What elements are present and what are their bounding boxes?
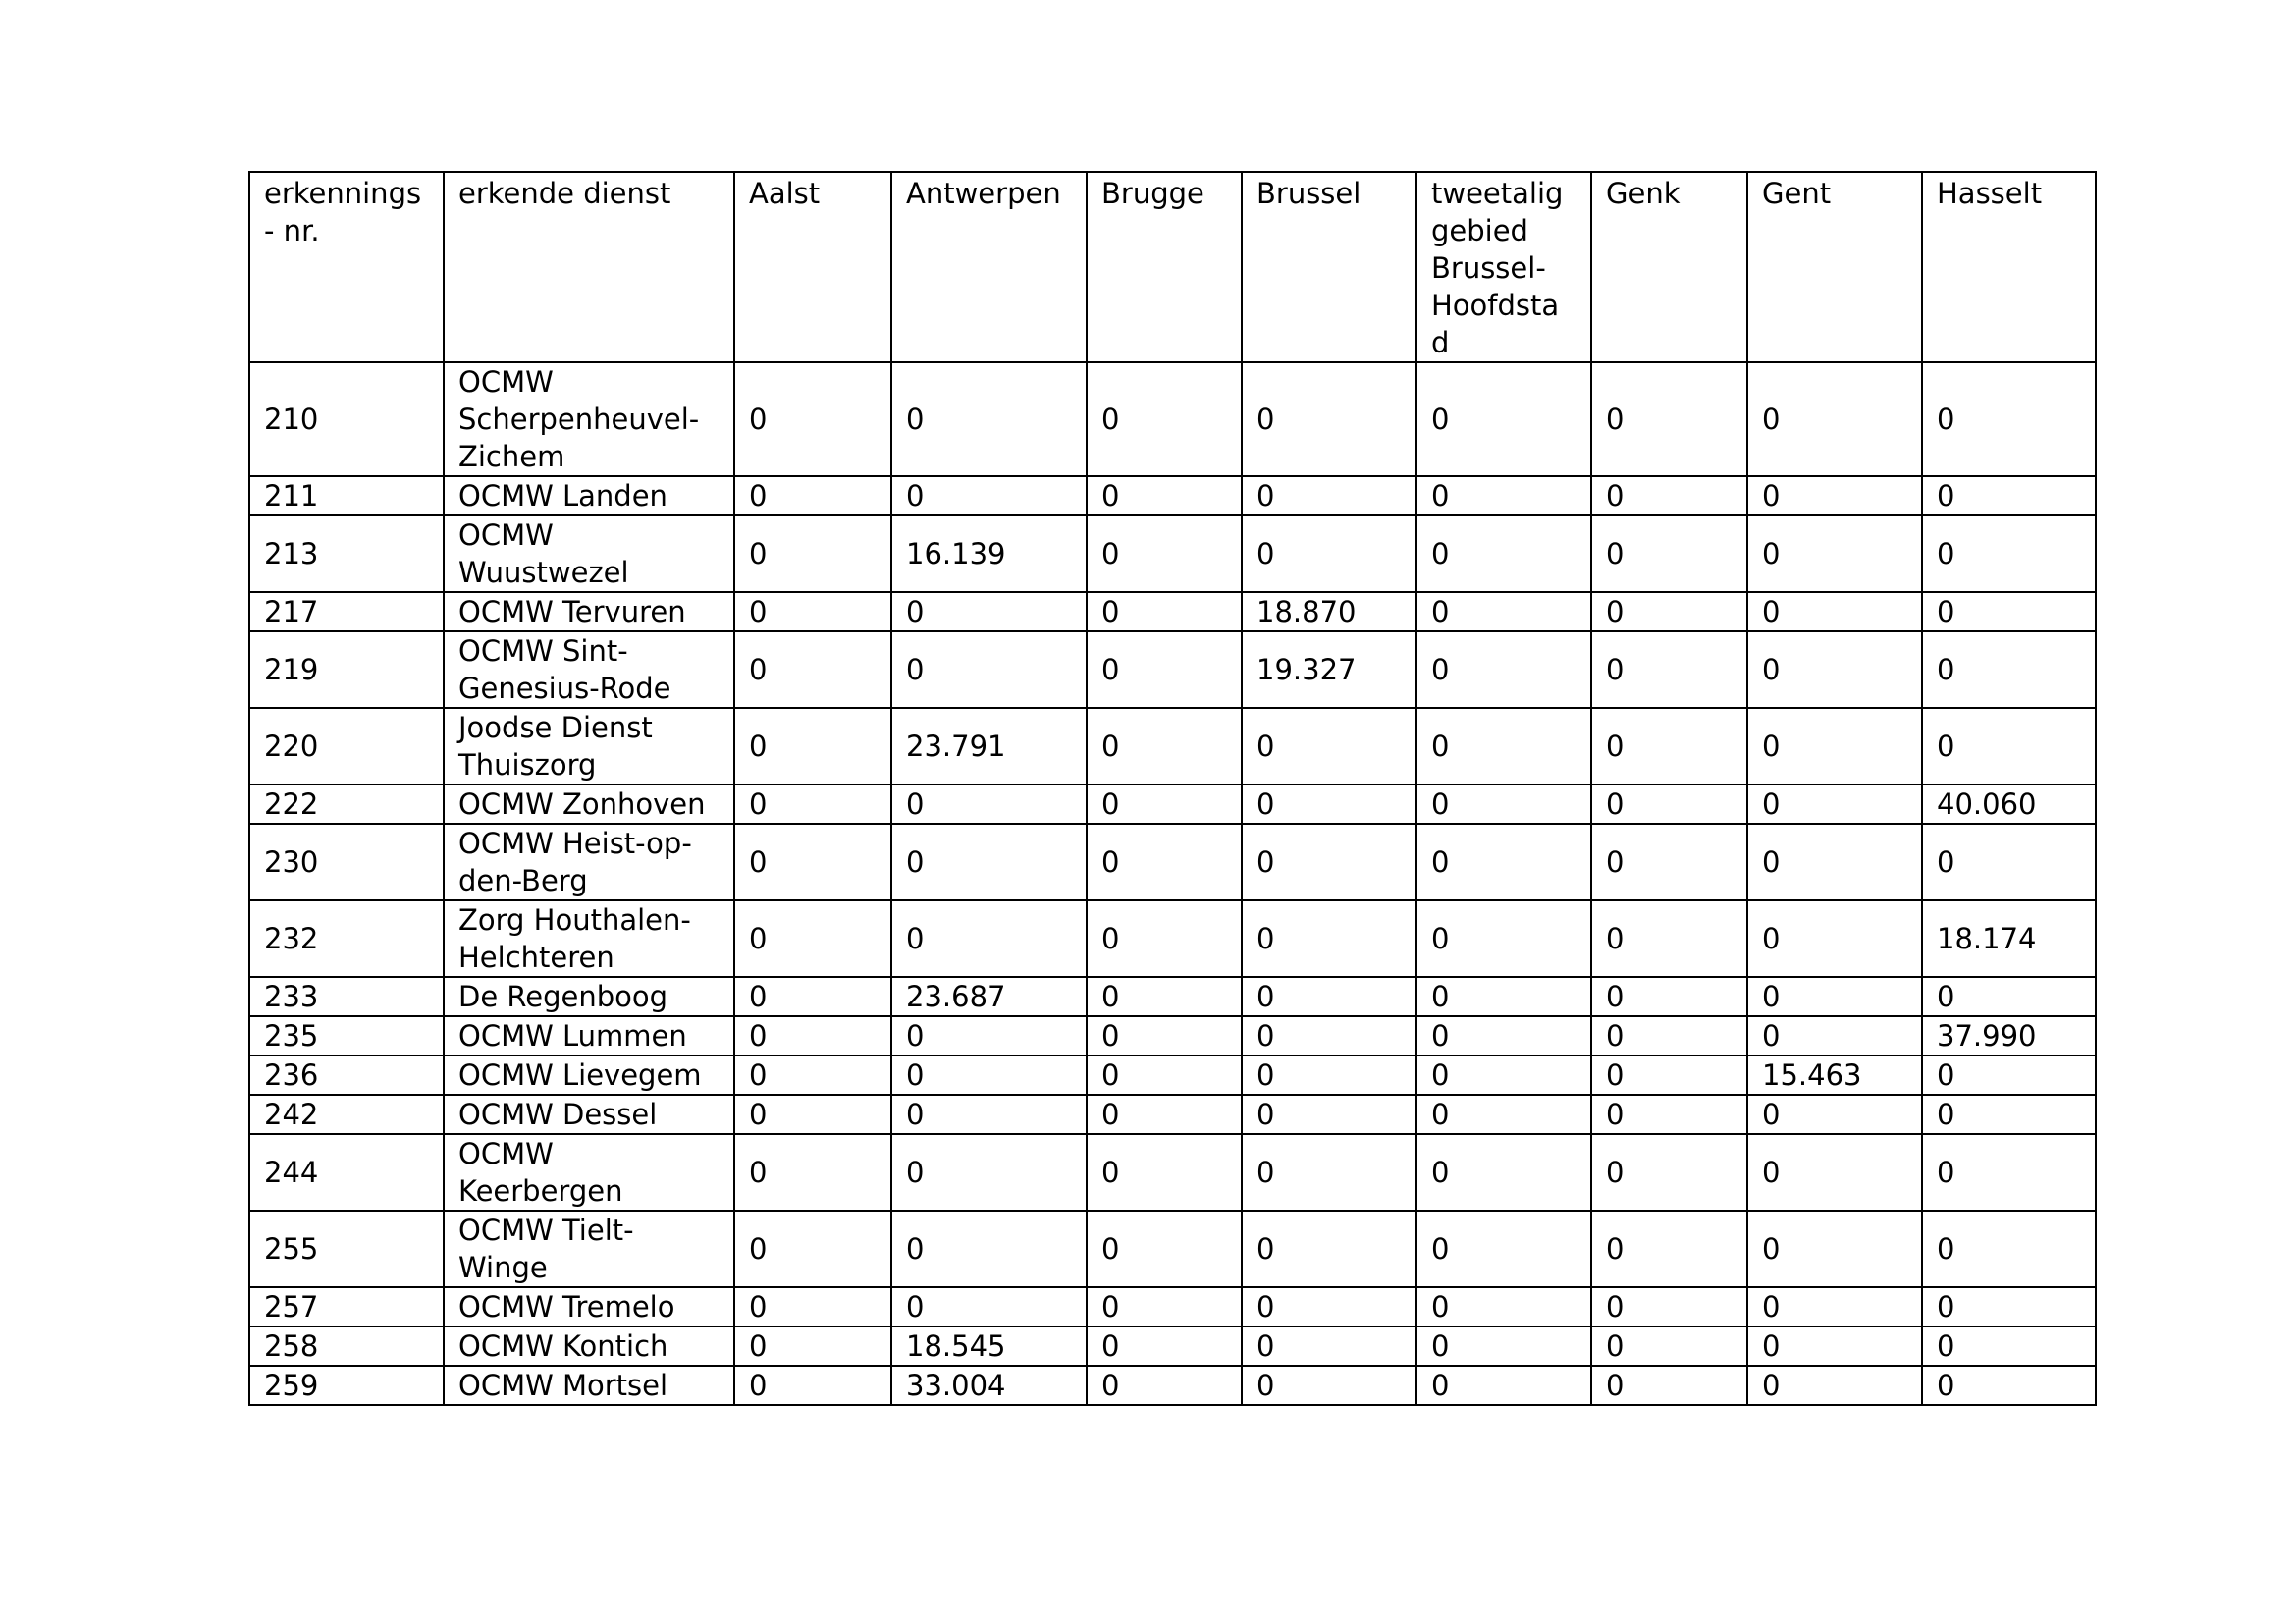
hasselt-cell: 0	[1922, 1056, 2096, 1095]
erkende-dienst-cell: Zorg Houthalen-Helchteren	[444, 900, 734, 977]
table-row	[249, 476, 2096, 515]
erkenningsnr-cell: 220	[249, 708, 444, 785]
genk-cell: 0	[1591, 824, 1747, 900]
tweetalig-gebied-cell: 0	[1416, 708, 1591, 785]
brussel-cell: 0	[1242, 1056, 1416, 1095]
tweetalig-gebied-cell: 0	[1416, 1095, 1591, 1134]
hasselt-cell: 0	[1922, 1134, 2096, 1211]
erkende-dienst-cell: OCMW Sint-Genesius-Rode	[444, 631, 734, 708]
table-body	[249, 362, 2096, 1405]
brugge-cell: 0	[1087, 1016, 1242, 1056]
antwerpen-cell: 0	[891, 592, 1087, 631]
aalst-cell: 0	[734, 824, 891, 900]
hasselt-cell: 40.060	[1922, 785, 2096, 824]
brugge-cell: 0	[1087, 592, 1242, 631]
erkende-dienst-cell: Joodse Dienst Thuiszorg	[444, 708, 734, 785]
gent-cell: 0	[1747, 592, 1922, 631]
brugge-cell: 0	[1087, 1326, 1242, 1366]
aalst-cell: 0	[734, 785, 891, 824]
tweetalig-gebied-cell: 0	[1416, 1287, 1591, 1326]
table-row	[249, 1287, 2096, 1326]
column-header-hasselt: Hasselt	[1922, 172, 2096, 362]
gent-cell: 0	[1747, 1211, 1922, 1287]
tweetalig-gebied-cell: 0	[1416, 1366, 1591, 1405]
antwerpen-cell: 0	[891, 362, 1087, 476]
column-header-aalst: Aalst	[734, 172, 891, 362]
column-header-genk: Genk	[1591, 172, 1747, 362]
gent-cell: 15.463	[1747, 1056, 1922, 1095]
erkende-dienst-cell: OCMW Tielt-Winge	[444, 1211, 734, 1287]
brussel-cell: 0	[1242, 1134, 1416, 1211]
table-row	[249, 1095, 2096, 1134]
table-row	[249, 708, 2096, 785]
gent-cell: 0	[1747, 708, 1922, 785]
hasselt-cell: 0	[1922, 1287, 2096, 1326]
antwerpen-cell: 33.004	[891, 1366, 1087, 1405]
erkende-dienst-cell: OCMW Scherpenheuvel-Zichem	[444, 362, 734, 476]
brussel-cell: 0	[1242, 977, 1416, 1016]
tweetalig-gebied-cell: 0	[1416, 824, 1591, 900]
table-row	[249, 362, 2096, 476]
antwerpen-cell: 23.791	[891, 708, 1087, 785]
erkende-dienst-cell: OCMW Lummen	[444, 1016, 734, 1056]
brussel-cell: 0	[1242, 1016, 1416, 1056]
tweetalig-gebied-cell: 0	[1416, 515, 1591, 592]
erkende-dienst-cell: De Regenboog	[444, 977, 734, 1016]
table-row	[249, 1326, 2096, 1366]
hasselt-cell: 0	[1922, 476, 2096, 515]
genk-cell: 0	[1591, 1211, 1747, 1287]
erkende-dienst-cell: OCMW Tremelo	[444, 1287, 734, 1326]
gent-cell: 0	[1747, 1016, 1922, 1056]
hasselt-cell: 37.990	[1922, 1016, 2096, 1056]
antwerpen-cell: 0	[891, 1287, 1087, 1326]
hasselt-cell: 0	[1922, 362, 2096, 476]
tweetalig-gebied-cell: 0	[1416, 631, 1591, 708]
gent-cell: 0	[1747, 900, 1922, 977]
brugge-cell: 0	[1087, 631, 1242, 708]
gent-cell: 0	[1747, 1366, 1922, 1405]
brugge-cell: 0	[1087, 900, 1242, 977]
tweetalig-gebied-cell: 0	[1416, 1326, 1591, 1366]
antwerpen-cell: 0	[891, 631, 1087, 708]
brugge-cell: 0	[1087, 1095, 1242, 1134]
tweetalig-gebied-cell: 0	[1416, 1134, 1591, 1211]
tweetalig-gebied-cell: 0	[1416, 592, 1591, 631]
antwerpen-cell: 0	[891, 785, 1087, 824]
hasselt-cell: 18.174	[1922, 900, 2096, 977]
erkende-dienst-cell: OCMW Wuustwezel	[444, 515, 734, 592]
brussel-cell: 0	[1242, 824, 1416, 900]
gent-cell: 0	[1747, 1326, 1922, 1366]
hasselt-cell: 0	[1922, 977, 2096, 1016]
aalst-cell: 0	[734, 362, 891, 476]
brussel-cell: 0	[1242, 1211, 1416, 1287]
erkende-dienst-cell: OCMW Mortsel	[444, 1366, 734, 1405]
brussel-cell: 0	[1242, 708, 1416, 785]
erkenningsnr-cell: 236	[249, 1056, 444, 1095]
erkenningsnr-cell: 244	[249, 1134, 444, 1211]
column-header-antwerpen: Antwerpen	[891, 172, 1087, 362]
allocation-table	[248, 171, 2097, 1406]
brussel-cell: 0	[1242, 785, 1416, 824]
brugge-cell: 0	[1087, 1056, 1242, 1095]
hasselt-cell: 0	[1922, 515, 2096, 592]
aalst-cell: 0	[734, 1056, 891, 1095]
brussel-cell: 0	[1242, 1326, 1416, 1366]
erkende-dienst-cell: OCMW Tervuren	[444, 592, 734, 631]
brugge-cell: 0	[1087, 785, 1242, 824]
aalst-cell: 0	[734, 1366, 891, 1405]
erkenningsnr-cell: 222	[249, 785, 444, 824]
genk-cell: 0	[1591, 977, 1747, 1016]
erkenningsnr-cell: 235	[249, 1016, 444, 1056]
column-header-brussel: Brussel	[1242, 172, 1416, 362]
gent-cell: 0	[1747, 824, 1922, 900]
brugge-cell: 0	[1087, 824, 1242, 900]
column-header-gent: Gent	[1747, 172, 1922, 362]
aalst-cell: 0	[734, 1134, 891, 1211]
hasselt-cell: 0	[1922, 1211, 2096, 1287]
hasselt-cell: 0	[1922, 824, 2096, 900]
column-header-tweetalig-gebied: tweetalig gebied Brussel-Hoofdstad	[1416, 172, 1591, 362]
aalst-cell: 0	[734, 476, 891, 515]
aalst-cell: 0	[734, 900, 891, 977]
genk-cell: 0	[1591, 476, 1747, 515]
aalst-cell: 0	[734, 592, 891, 631]
brussel-cell: 0	[1242, 1287, 1416, 1326]
antwerpen-cell: 0	[891, 476, 1087, 515]
antwerpen-cell: 0	[891, 900, 1087, 977]
genk-cell: 0	[1591, 592, 1747, 631]
antwerpen-cell: 18.545	[891, 1326, 1087, 1366]
gent-cell: 0	[1747, 515, 1922, 592]
table-row	[249, 1016, 2096, 1056]
gent-cell: 0	[1747, 362, 1922, 476]
tweetalig-gebied-cell: 0	[1416, 1016, 1591, 1056]
genk-cell: 0	[1591, 1056, 1747, 1095]
erkende-dienst-cell: OCMW Heist-op-den-Berg	[444, 824, 734, 900]
brussel-cell: 0	[1242, 362, 1416, 476]
genk-cell: 0	[1591, 631, 1747, 708]
erkenningsnr-cell: 259	[249, 1366, 444, 1405]
aalst-cell: 0	[734, 1095, 891, 1134]
column-header-brugge: Brugge	[1087, 172, 1242, 362]
brugge-cell: 0	[1087, 1287, 1242, 1326]
hasselt-cell: 0	[1922, 1326, 2096, 1366]
erkenningsnr-cell: 210	[249, 362, 444, 476]
table-row	[249, 1366, 2096, 1405]
aalst-cell: 0	[734, 708, 891, 785]
genk-cell: 0	[1591, 1326, 1747, 1366]
aalst-cell: 0	[734, 1016, 891, 1056]
aalst-cell: 0	[734, 515, 891, 592]
tweetalig-gebied-cell: 0	[1416, 362, 1591, 476]
genk-cell: 0	[1591, 515, 1747, 592]
erkenningsnr-cell: 258	[249, 1326, 444, 1366]
erkende-dienst-cell: OCMW Landen	[444, 476, 734, 515]
aalst-cell: 0	[734, 631, 891, 708]
gent-cell: 0	[1747, 631, 1922, 708]
antwerpen-cell: 16.139	[891, 515, 1087, 592]
antwerpen-cell: 0	[891, 1016, 1087, 1056]
genk-cell: 0	[1591, 1134, 1747, 1211]
erkenningsnr-cell: 211	[249, 476, 444, 515]
aalst-cell: 0	[734, 1326, 891, 1366]
aalst-cell: 0	[734, 1211, 891, 1287]
tweetalig-gebied-cell: 0	[1416, 1211, 1591, 1287]
brugge-cell: 0	[1087, 708, 1242, 785]
brussel-cell: 0	[1242, 515, 1416, 592]
brugge-cell: 0	[1087, 1134, 1242, 1211]
table-row	[249, 592, 2096, 631]
brussel-cell: 0	[1242, 476, 1416, 515]
antwerpen-cell: 0	[891, 1095, 1087, 1134]
erkende-dienst-cell: OCMW Keerbergen	[444, 1134, 734, 1211]
hasselt-cell: 0	[1922, 1366, 2096, 1405]
genk-cell: 0	[1591, 1366, 1747, 1405]
column-header-erkende-dienst: erkende dienst	[444, 172, 734, 362]
table-row	[249, 785, 2096, 824]
table-row	[249, 1134, 2096, 1211]
tweetalig-gebied-cell: 0	[1416, 785, 1591, 824]
erkenningsnr-cell: 230	[249, 824, 444, 900]
genk-cell: 0	[1591, 900, 1747, 977]
gent-cell: 0	[1747, 1287, 1922, 1326]
brugge-cell: 0	[1087, 1211, 1242, 1287]
aalst-cell: 0	[734, 977, 891, 1016]
antwerpen-cell: 0	[891, 1056, 1087, 1095]
table-row	[249, 1056, 2096, 1095]
brussel-cell: 18.870	[1242, 592, 1416, 631]
hasselt-cell: 0	[1922, 708, 2096, 785]
hasselt-cell: 0	[1922, 592, 2096, 631]
erkenningsnr-cell: 213	[249, 515, 444, 592]
erkende-dienst-cell: OCMW Kontich	[444, 1326, 734, 1366]
gent-cell: 0	[1747, 1134, 1922, 1211]
erkende-dienst-cell: OCMW Dessel	[444, 1095, 734, 1134]
antwerpen-cell: 23.687	[891, 977, 1087, 1016]
tweetalig-gebied-cell: 0	[1416, 476, 1591, 515]
tweetalig-gebied-cell: 0	[1416, 1056, 1591, 1095]
erkende-dienst-cell: OCMW Lievegem	[444, 1056, 734, 1095]
genk-cell: 0	[1591, 1287, 1747, 1326]
hasselt-cell: 0	[1922, 1095, 2096, 1134]
table-row	[249, 977, 2096, 1016]
brussel-cell: 19.327	[1242, 631, 1416, 708]
brugge-cell: 0	[1087, 476, 1242, 515]
antwerpen-cell: 0	[891, 824, 1087, 900]
column-header-erkenningsnr: erkennings- nr.	[249, 172, 444, 362]
gent-cell: 0	[1747, 977, 1922, 1016]
table-row	[249, 900, 2096, 977]
gent-cell: 0	[1747, 1095, 1922, 1134]
gent-cell: 0	[1747, 476, 1922, 515]
table-row	[249, 631, 2096, 708]
erkenningsnr-cell: 232	[249, 900, 444, 977]
genk-cell: 0	[1591, 708, 1747, 785]
genk-cell: 0	[1591, 362, 1747, 476]
table-header-row	[249, 172, 2096, 362]
brugge-cell: 0	[1087, 515, 1242, 592]
brussel-cell: 0	[1242, 1095, 1416, 1134]
brussel-cell: 0	[1242, 900, 1416, 977]
table-row	[249, 824, 2096, 900]
brussel-cell: 0	[1242, 1366, 1416, 1405]
genk-cell: 0	[1591, 1095, 1747, 1134]
erkenningsnr-cell: 255	[249, 1211, 444, 1287]
erkenningsnr-cell: 257	[249, 1287, 444, 1326]
erkenningsnr-cell: 217	[249, 592, 444, 631]
tweetalig-gebied-cell: 0	[1416, 977, 1591, 1016]
genk-cell: 0	[1591, 785, 1747, 824]
brugge-cell: 0	[1087, 1366, 1242, 1405]
erkende-dienst-cell: OCMW Zonhoven	[444, 785, 734, 824]
table-row	[249, 515, 2096, 592]
gent-cell: 0	[1747, 785, 1922, 824]
hasselt-cell: 0	[1922, 631, 2096, 708]
brugge-cell: 0	[1087, 977, 1242, 1016]
erkenningsnr-cell: 219	[249, 631, 444, 708]
erkenningsnr-cell: 242	[249, 1095, 444, 1134]
genk-cell: 0	[1591, 1016, 1747, 1056]
brugge-cell: 0	[1087, 362, 1242, 476]
antwerpen-cell: 0	[891, 1211, 1087, 1287]
table-row	[249, 1211, 2096, 1287]
erkenningsnr-cell: 233	[249, 977, 444, 1016]
antwerpen-cell: 0	[891, 1134, 1087, 1211]
aalst-cell: 0	[734, 1287, 891, 1326]
tweetalig-gebied-cell: 0	[1416, 900, 1591, 977]
